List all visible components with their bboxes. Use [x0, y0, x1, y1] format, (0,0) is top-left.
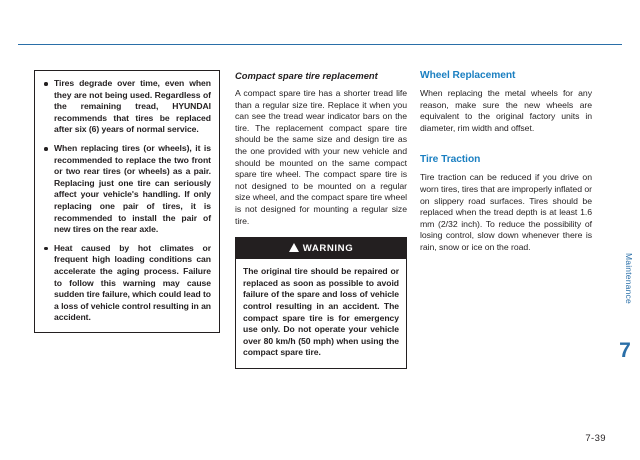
column-one [34, 70, 220, 333]
body-paragraph: A compact spare tire has a shorter tread life than a regular size tire. Replace it when you can see the tread wear indicator bars on the tire. The replacement compact spare tire should be the same size and design tire as the one provided with your new vehicle and should be mounted on the same compact spare tire wheel. The compact spare tire is not designed to be mounted on a regular size wheel, and the compact spare tire wheel is not designed for mounting a regular size tire. [235, 88, 407, 226]
warning-header [236, 238, 406, 259]
list-item: Heat caused by hot climates or frequent high loading conditions can accelerate the aging process. Failure to follow this warning may cause sudden tire failure, which could lead to a loss of vehicle control resulting in an accident. [43, 243, 211, 324]
warning-triangle-icon [289, 243, 299, 252]
bullet-list [43, 78, 211, 324]
section-spacer [420, 142, 592, 154]
list-item: When replacing tires (or wheels), it is recommended to replace the two front or two rear tires (or wheels) as a pair. Replacing just one tire can seriously affect your vehicle's handling. If only replacing one pair of tires, it is recommended to install the pair of new tires on the rear axle. [43, 143, 211, 236]
page-number: 7-39 [585, 433, 606, 444]
section-heading-wheel-replacement: Wheel Replacement [420, 70, 516, 81]
list-item: Tires degrade over time, even when they are not being used. Regardless of the remaining tread, HYUNDAI recommends that tires be replaced after six (6) years of normal service. [43, 78, 211, 136]
side-tab-chapter-number: 7 [619, 339, 631, 362]
warning-text: The original tire should be repaired or replaced as soon as possible to avoid failure of the spare and loss of vehicle control resulting in an accident. The compact spare tire is for emergency use only. Do not operate your vehicle over 80 km/h (50 mph) when using the compact spare tire. [243, 266, 399, 358]
tire-aging-warning-box [34, 70, 220, 333]
column-three [420, 70, 592, 262]
section-heading-compact-spare: Compact spare tire replacement [235, 70, 378, 81]
body-paragraph: When replacing the metal wheels for any reason, make sure the new wheels are equivalent to the original factory units in diameter, rim width and offset. [420, 88, 592, 133]
warning-block [235, 237, 407, 369]
header-rule [18, 44, 622, 45]
section-heading-tire-traction: Tire Traction [420, 154, 481, 166]
warning-title: WARNING [302, 243, 354, 255]
column-two [235, 70, 407, 369]
side-tab-chapter-label: Maintenance [624, 252, 634, 304]
body-paragraph: Tire traction can be reduced if you drive on worn tires, tires that are improperly inflated or on slippery road surfaces. Tires should be replaced when the tread depth is at least 1.6 mm (2/32 inch). To reduce the possibility of losing control, slow down whenever there is rain, snow or ice on the road. [420, 172, 592, 252]
